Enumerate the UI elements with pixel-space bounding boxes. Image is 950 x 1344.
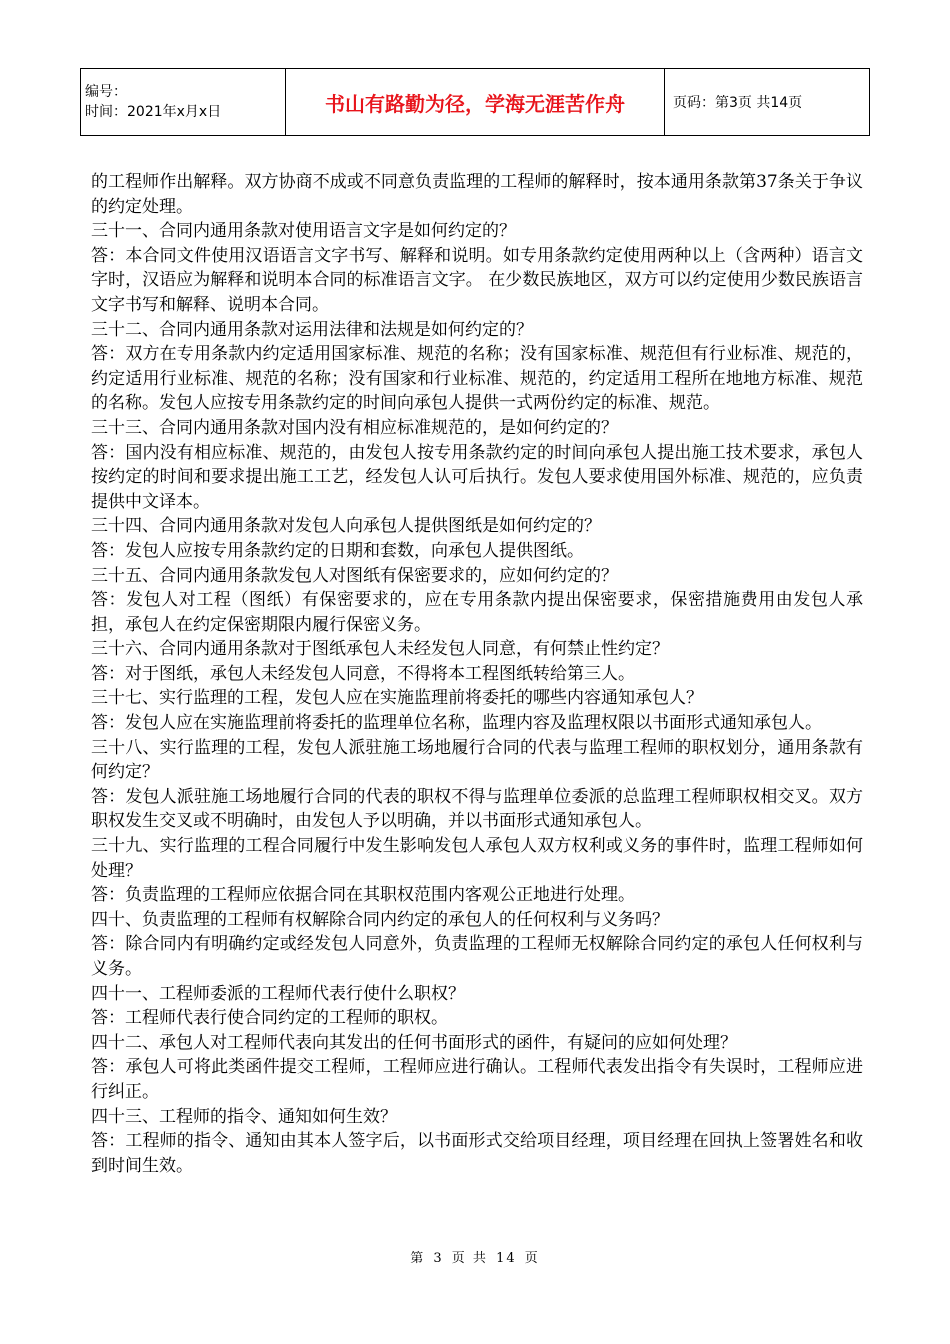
motto-text: 书山有路勤为径，学海无涯苦作舟 bbox=[325, 91, 625, 116]
answer-paragraph: 答：工程师的指令、通知由其本人签字后，以书面形式交给项目经理，项目经理在回执上签署姓名和收到时间生效。 bbox=[91, 1131, 863, 1176]
header-page-cell bbox=[665, 69, 870, 136]
question-paragraph: 三十四、合同内通用条款对发包人向承包人提供图纸是如何约定的？ bbox=[91, 516, 601, 537]
time-label: 时间：2021年x月x日 bbox=[85, 104, 222, 120]
question-paragraph: 三十八、实行监理的工程，发包人派驻施工场地履行合同的代表与监理工程师的职权划分，通用条款有何约定？ bbox=[91, 737, 863, 783]
footer-suffix: 页 bbox=[524, 1251, 540, 1266]
answer-paragraph: 答：发包人应按专用条款约定的日期和套数，向承包人提供图纸。 bbox=[91, 540, 584, 561]
footer-middle: 页 共 bbox=[451, 1251, 488, 1266]
page-header bbox=[80, 68, 870, 136]
answer-paragraph: 答：承包人可将此类函件提交工程师，工程师应进行确认。工程师代表发出指令有失误时，工程师应进行纠正。 bbox=[91, 1057, 863, 1102]
page-footer bbox=[0, 1247, 950, 1266]
footer-page-number: 3 bbox=[433, 1251, 444, 1266]
answer-paragraph: 答：发包人应在实施监理前将委托的监理单位名称，监理内容及监理权限以书面形式通知承包人。 bbox=[91, 713, 822, 734]
code-label: 编号： bbox=[85, 84, 127, 100]
answer-paragraph: 答：本合同文件使用汉语语言文字书写、解释和说明。如专用条款约定使用两种以上（含两种）语言文字时，汉语应为解释和说明本合同的标准语言文字。 在少数民族地区，双方可以约定使用少数民族语言文字书写和解释、说明本合同。 bbox=[91, 245, 863, 315]
document-body bbox=[91, 170, 863, 1178]
question-paragraph: 四十三、工程师的指令、通知如何生效？ bbox=[91, 1106, 397, 1127]
question-paragraph: 三十一、合同内通用条款对使用语言文字是如何约定的？ bbox=[91, 221, 516, 242]
footer-prefix: 第 bbox=[410, 1251, 426, 1266]
question-paragraph: 三十二、合同内通用条款对运用法律和法规是如何约定的？ bbox=[91, 319, 533, 340]
header-meta-cell bbox=[81, 69, 286, 136]
answer-paragraph: 答：除合同内有明确约定或经发包人同意外，负责监理的工程师无权解除合同约定的承包人任何权利与义务。 bbox=[91, 934, 863, 979]
question-paragraph: 四十二、承包人对工程师代表向其发出的任何书面形式的函件，有疑问的应如何处理？ bbox=[91, 1032, 737, 1053]
answer-paragraph: 答：发包人对工程（图纸）有保密要求的，应在专用条款内提出保密要求，保密措施费用由发包人承担，承包人在约定保密期限内履行保密义务。 bbox=[91, 590, 863, 635]
question-paragraph: 四十、负责监理的工程师有权解除合同内约定的承包人的任何权利与义务吗？ bbox=[91, 909, 669, 930]
question-paragraph: 三十五、合同内通用条款发包人对图纸有保密要求的，应如何约定的？ bbox=[91, 565, 618, 586]
question-paragraph: 三十六、合同内通用条款对于图纸承包人未经发包人同意，有何禁止性约定？ bbox=[91, 639, 669, 660]
answer-paragraph: 答：双方在专用条款内约定适用国家标准、规范的名称；没有国家标准、规范但有行业标准、规范的，约定适用行业标准、规范的名称；没有国家和行业标准、规范的，约定适用工程所在地地方标准、规范的名称。发包人应按专用条款约定的时间向承包人提供一式两份约定的标准、规范。 bbox=[91, 344, 863, 414]
answer-paragraph: 答：国内没有相应标准、规范的，由发包人按专用条款约定的时间向承包人提出施工技术要求，承包人按约定的时间和要求提出施工工艺，经发包人认可后执行。发包人要求使用国外标准、规范的，应负责提供中文译本。 bbox=[91, 442, 863, 512]
page-info: 页码：第3页 共14页 bbox=[673, 95, 803, 111]
footer-total-pages: 14 bbox=[496, 1251, 517, 1266]
answer-paragraph: 答：对于图纸，承包人未经发包人同意，不得将本工程图纸转给第三人。 bbox=[91, 663, 635, 684]
answer-paragraph: 答：负责监理的工程师应依据合同在其职权范围内客观公正地进行处理。 bbox=[91, 885, 635, 906]
question-paragraph: 三十七、实行监理的工程，发包人应在实施监理前将委托的哪些内容通知承包人？ bbox=[91, 688, 703, 709]
question-paragraph: 三十三、合同内通用条款对国内没有相应标准规范的，是如何约定的？ bbox=[91, 417, 618, 438]
answer-paragraph: 的工程师作出解释。双方协商不成或不同意负责监理的工程师的解释时，按本通用条款第37条关于争议的约定处理。 bbox=[91, 172, 863, 217]
answer-paragraph: 答：工程师代表行使合同约定的工程师的职权。 bbox=[91, 1008, 448, 1029]
question-paragraph: 四十一、工程师委派的工程师代表行使什么职权？ bbox=[91, 983, 465, 1004]
answer-paragraph: 答：发包人派驻施工场地履行合同的代表的职权不得与监理单位委派的总监理工程师职权相交叉。双方职权发生交叉或不明确时，由发包人予以明确，并以书面形式通知承包人。 bbox=[91, 786, 863, 832]
question-paragraph: 三十九、实行监理的工程合同履行中发生影响发包人承包人双方权利或义务的事件时，监理工程师如何处理？ bbox=[91, 836, 863, 881]
header-motto-cell bbox=[286, 69, 665, 136]
